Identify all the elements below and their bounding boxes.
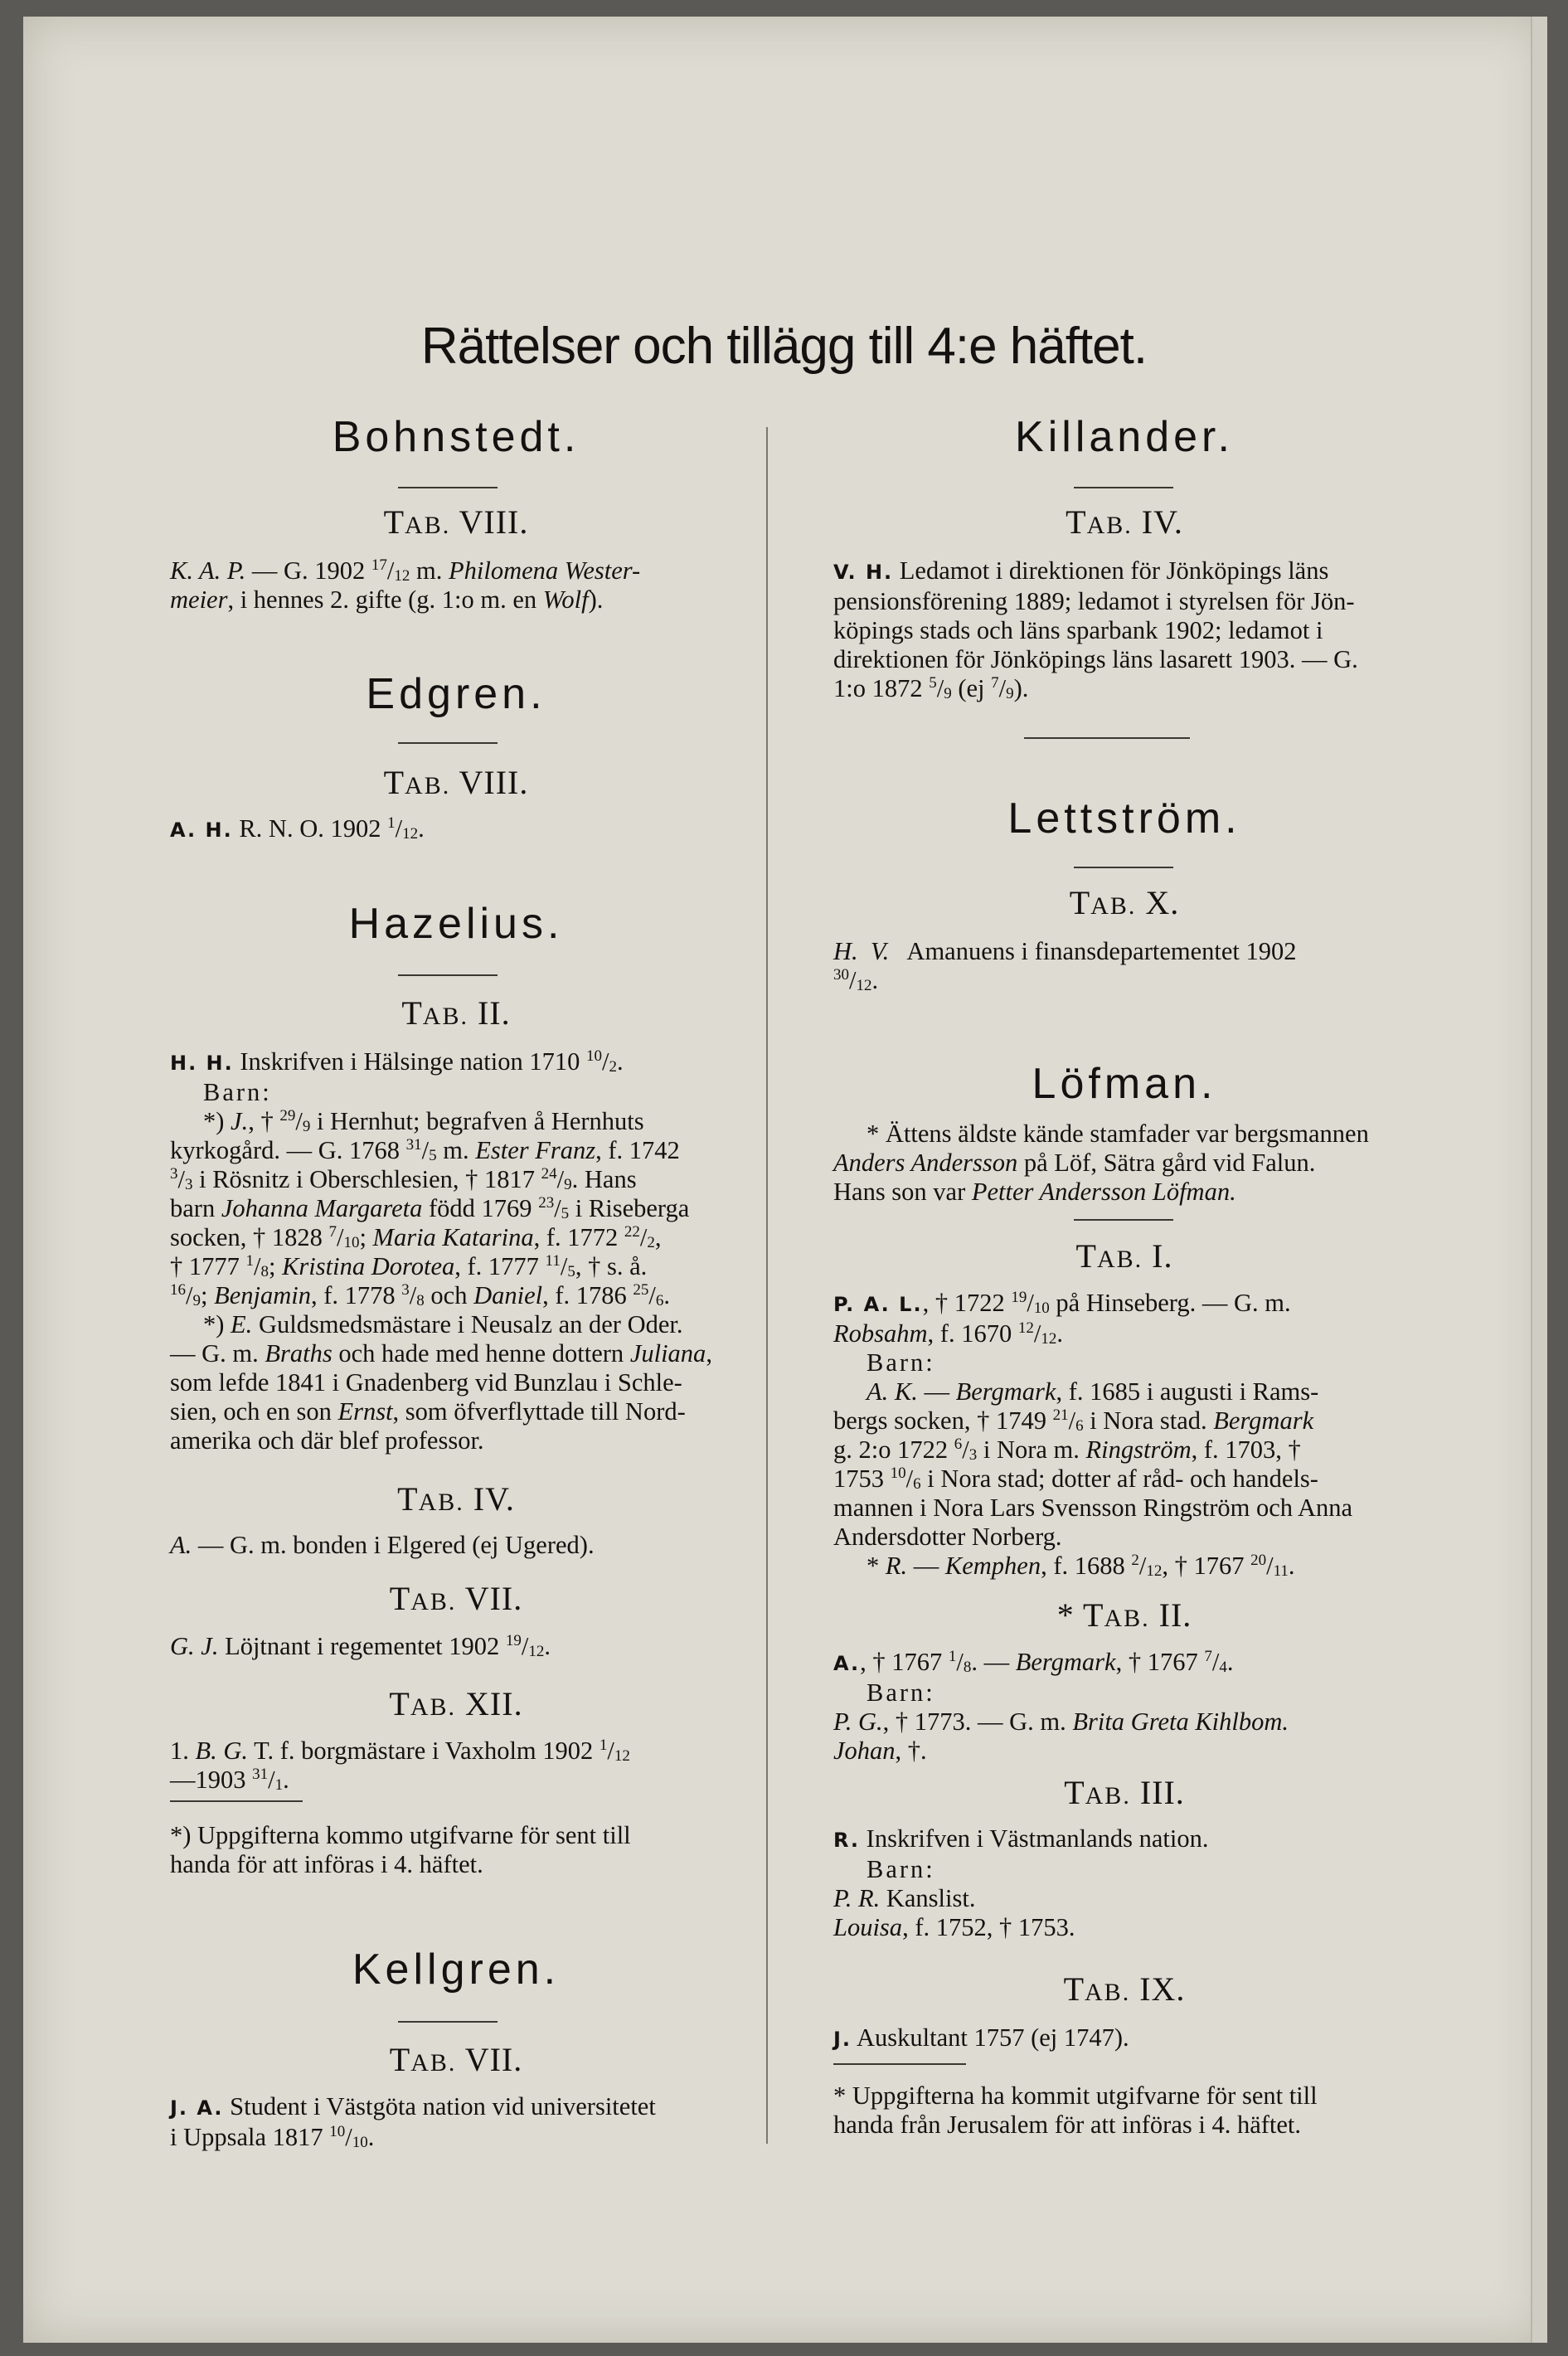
text-line: bergs socken, † 1749 $^{21}/_6$ i Nora stad. Bergmark — [833, 1406, 1314, 1435]
column-divider — [766, 427, 768, 2144]
text-line: Anders Andersson på Löf, Sätra gård vid Falun. — [833, 1149, 1316, 1177]
entry-edgren — [170, 814, 742, 845]
footnote-rule — [833, 2063, 966, 2065]
text-line: P. G., † 1773. — G. m. Brita Greta Kihlbom. — [833, 1707, 1289, 1736]
text-line: meier, i hennes 2. gifte (g. 1:o m. en Wolf). — [170, 585, 604, 614]
footnote-lofman — [833, 2082, 1415, 2140]
entry-hazelius-vii — [170, 1632, 742, 1661]
text-line: barn Johanna Margareta född 1769 $^{23}/_5$ i Riseberga — [170, 1194, 690, 1222]
text-line: Barn: — [203, 1078, 272, 1106]
entry-kellgren — [170, 2092, 742, 2152]
tab-heading-lofman-ix: TAB. IX. — [1063, 1970, 1186, 2008]
text-line: * R. — Kemphen, f. 1688 $^2/_{12}$, † 1767 $^{20}/_{11}$. — [867, 1552, 1295, 1580]
text-line: —1903 $^{31}/_1$. — [170, 1766, 289, 1794]
text-line: handa från Jerusalem för att införas i 4. häftet. — [833, 2111, 1302, 2139]
text-line: H. V. Amanuens i finansdepartementet 1902 — [833, 937, 1297, 965]
text-line: mannen i Nora Lars Svensson Ringström och Anna — [833, 1494, 1353, 1522]
tab-heading-killander-iv: TAB. IV. — [1066, 503, 1183, 541]
section-rule — [1024, 737, 1190, 739]
tab-heading-lofman-ii: * TAB. II. — [1056, 1596, 1192, 1634]
text-line: † 1777 $^1/_8$; Kristina Dorotea, f. 1777 $^{11}/_5$, † s. å. — [170, 1252, 648, 1280]
text-line: Barn: — [867, 1348, 935, 1377]
text-line: R. Inskrifven i Västmanlands nation. — [833, 1824, 1209, 1853]
family-heading-killander: Killander. — [1015, 413, 1234, 461]
tab-heading-edgren-viii: TAB. VIII. — [383, 764, 529, 801]
entry-lettstrom — [833, 937, 1415, 995]
text-line: 1:o 1872 $^5/_9$ (ej $^7/_9$). — [833, 674, 1029, 702]
tab-heading-lofman-i: TAB. I. — [1075, 1237, 1173, 1275]
heading-rule — [1074, 867, 1173, 868]
heading-rule — [398, 487, 498, 488]
entry-hazelius-xii — [170, 1737, 742, 1795]
text-line: köpings stads och läns sparbank 1902; ledamot i — [833, 616, 1323, 644]
text-line: Johan, †. — [833, 1737, 927, 1765]
tab-heading-hazelius-iv: TAB. IV. — [397, 1480, 515, 1518]
text-line: P. R. Kanslist. — [833, 1884, 976, 1912]
text-line: Barn: — [867, 1678, 935, 1707]
text-line: A., † 1767 $^1/_8$. — Bergmark, † 1767 $^7/_4$. — [833, 1648, 1234, 1676]
heading-rule — [398, 974, 498, 976]
text-line: direktionen för Jönköpings läns lasarett 1903. — G. — [833, 645, 1358, 673]
text-line: H. H. Inskrifven i Hälsinge nation 1710 $^{10}/_2$. — [170, 1047, 624, 1076]
entry-lofman-i — [833, 1289, 1415, 1581]
entry-lofman-iii — [833, 1824, 1415, 1942]
heading-rule — [398, 742, 498, 744]
text-line: pensionsförening 1889; ledamot i styrelsen för Jön- — [833, 587, 1355, 615]
footnote-rule — [170, 1800, 303, 1802]
family-heading-kellgren: Kellgren. — [352, 1946, 561, 1994]
text-line: 1. B. G. T. f. borgmästare i Vaxholm 1902 $^1/_{12}$ — [170, 1737, 630, 1765]
text-line: * Ättens äldste kände stamfader var bergsmannen — [867, 1120, 1369, 1148]
family-heading-hazelius: Hazelius. — [348, 900, 564, 948]
text-line: *) Uppgifterna kommo utgifvarne för sent till — [170, 1821, 631, 1849]
text-line: K. A. P. — G. 1902 $^{17}/_{12}$ m. Philomena Wester- — [170, 556, 641, 585]
text-line: socken, † 1828 $^7/_{10}$; Maria Katarina, f. 1772 $^{22}/_2$, — [170, 1223, 662, 1251]
footnote-hazelius — [170, 1821, 742, 1879]
family-heading-lettstrom: Lettström. — [1007, 794, 1241, 843]
tab-heading-kellgren-vii: TAB. VII. — [389, 2041, 523, 2078]
family-heading-edgren: Edgren. — [366, 670, 546, 718]
entry-lofman-ii — [833, 1648, 1415, 1766]
family-heading-bohnstedt: Bohnstedt. — [332, 413, 580, 461]
text-line: $^{30}/_{12}$. — [833, 966, 879, 994]
text-line: G. J. Löjtnant i regementet 1902 $^{19}/_{12}$. — [170, 1632, 551, 1660]
page-title: Rättelser och tillägg till 4:e häftet. — [420, 318, 1148, 375]
tab-heading-hazelius-ii: TAB. II. — [401, 994, 511, 1032]
tab-heading-lofman-iii: TAB. III. — [1064, 1774, 1185, 1811]
text-line: i Uppsala 1817 $^{10}/_{10}$. — [170, 2123, 375, 2151]
text-line: V. H. Ledamot i direktionen för Jönköpings läns — [833, 556, 1329, 585]
text-line: J. Auskultant 1757 (ej 1747). — [833, 2023, 1129, 2052]
text-line: P. A. L., † 1722 $^{19}/_{10}$ på Hinseberg. — G. m. — [833, 1289, 1291, 1317]
text-line: A. — G. m. bonden i Elgered (ej Ugered). — [170, 1531, 595, 1559]
heading-rule — [1074, 1219, 1173, 1221]
text-line: A. K. — Bergmark, f. 1685 i augusti i Rams- — [867, 1377, 1319, 1406]
text-line: sien, och en son Ernst, som öfverflyttade till Nord- — [170, 1397, 686, 1426]
tab-heading-hazelius-vii: TAB. VII. — [389, 1580, 523, 1617]
text-line: som lefde 1841 i Gnadenberg vid Bunzlau i Schle- — [170, 1368, 682, 1397]
tab-heading-lettstrom-x: TAB. X. — [1069, 884, 1180, 921]
text-line: Hans son var Petter Andersson Löfman. — [833, 1178, 1236, 1206]
entry-lofman-intro — [833, 1120, 1415, 1207]
heading-rule — [1074, 487, 1173, 488]
heading-rule — [398, 2021, 498, 2023]
text-line: A. H. R. N. O. 1902 $^1/_{12}$. — [170, 814, 425, 843]
text-line: g. 2:o 1722 $^6/_3$ i Nora m. Ringström, f. 1703, † — [833, 1435, 1301, 1464]
text-line: Andersdotter Norberg. — [833, 1523, 1062, 1551]
entry-lofman-ix — [833, 2023, 1415, 2054]
tab-heading-hazelius-xii: TAB. XII. — [389, 1685, 523, 1722]
text-line: 1753 $^{10}/_6$ i Nora stad; dotter af råd- och handels- — [833, 1465, 1318, 1493]
text-line: * Uppgifterna ha kommit utgifvarne för sent till — [833, 2082, 1318, 2110]
text-line: Louisa, f. 1752, † 1753. — [833, 1913, 1075, 1941]
text-line: amerika och där blef professor. — [170, 1426, 484, 1455]
entry-hazelius-iv — [170, 1531, 742, 1560]
text-line: Barn: — [867, 1855, 935, 1883]
entry-hazelius-ii — [170, 1047, 742, 1455]
text-line: $^3/_3$ i Rösnitz i Oberschlesien, † 1817 $^{24}/_9$. Hans — [170, 1165, 637, 1193]
entry-bohnstedt — [170, 556, 742, 615]
text-line: — G. m. Braths och hade med henne dottern Juliana, — [170, 1339, 712, 1367]
text-line: Robsahm, f. 1670 $^{12}/_{12}$. — [833, 1319, 1063, 1348]
text-line: *) E. Guldsmedsmästare i Neusalz an der Oder. — [203, 1310, 683, 1338]
family-heading-lofman: Löfman. — [1032, 1060, 1217, 1108]
tab-heading-bohnstedt-viii: TAB. VIII. — [383, 503, 529, 541]
entry-killander — [833, 556, 1415, 703]
text-line: handa för att införas i 4. häftet. — [170, 1850, 483, 1878]
text-line: *) J., † $^{29}/_9$ i Hernhut; begrafven å Hernhuts — [203, 1107, 644, 1135]
text-line: kyrkogård. — G. 1768 $^{31}/_5$ m. Ester Franz, f. 1742 — [170, 1136, 680, 1164]
text-line: $^{16}/_9$; Benjamin, f. 1778 $^3/_8$ och Daniel, f. 1786 $^{25}/_6$. — [170, 1281, 670, 1309]
text-line: J. A. Student i Västgöta nation vid universitetet — [170, 2092, 656, 2120]
